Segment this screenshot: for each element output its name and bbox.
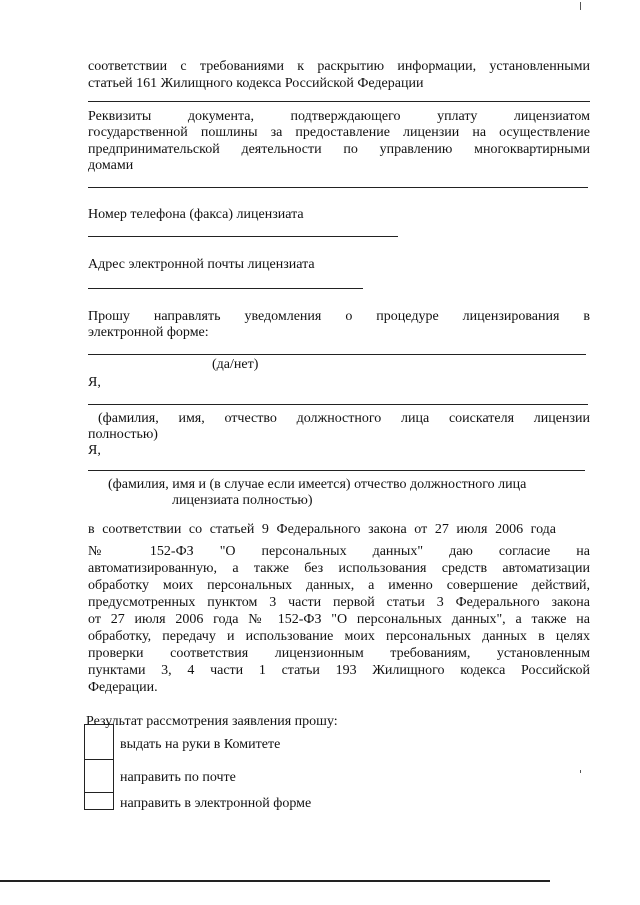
intro-fill-line <box>88 101 590 102</box>
person1-fill-line[interactable] <box>88 404 588 405</box>
option-handover-label: выдать на руки в Комитете <box>120 737 281 752</box>
consent-line-9: пунктами 3, 4 части 1 статьи 193 Жилищного кодекса Российской <box>88 663 590 678</box>
email-fill-line[interactable] <box>88 288 363 289</box>
phone-label: Номер телефона (факса) лицензиата <box>88 207 304 222</box>
option-post-label: направить по почте <box>120 770 236 785</box>
intro-line-1: соответствии с требованиями к раскрытию информации, установленными <box>88 59 590 74</box>
consent-line-5: предусмотренных пунктом 3 части первой статьи 3 Федерального закона <box>88 595 590 610</box>
consent-line-4: обработку моих персональных данных, а именно совершение действий, <box>88 578 590 593</box>
consent-line-1: в соответствии со статьей 9 Федерального закона от 27 июля 2006 года <box>88 522 556 537</box>
scan-speck <box>580 2 581 10</box>
person1-caption-line-1: (фамилия, имя, отчество должностного лица соискателя лицензии <box>98 411 590 426</box>
person2-fill-line[interactable] <box>88 470 585 471</box>
notify-fill-line[interactable] <box>88 354 586 355</box>
consent-line-8: проверки соответствия лицензионным требованиям, установленным <box>88 646 590 661</box>
person2-prefix: Я, <box>88 443 101 458</box>
person2-caption-line-1: (фамилия, имя и (в случае если имеется) отчество должностного лица <box>108 477 527 492</box>
requisites-line-1: Реквизиты документа, подтверждающего уплату лицензиатом <box>88 109 590 124</box>
intro-line-2: статьей 161 Жилищного кодекса Российской Федерации <box>88 76 424 91</box>
option-electronic-label: направить в электронной форме <box>120 796 312 811</box>
requisites-line-4: домами <box>88 158 134 173</box>
scan-edge-line <box>0 880 550 882</box>
notify-line-2: электронной форме: <box>88 325 209 340</box>
person2-caption-line-2: лицензиата полностью) <box>172 493 313 508</box>
option-post-checkbox[interactable] <box>84 759 114 793</box>
consent-line-10: Федерации. <box>88 680 158 695</box>
requisites-line-3: предпринимательской деятельности по управлению многоквартирными <box>88 142 590 157</box>
requisites-fill-line[interactable] <box>88 187 588 188</box>
option-handover-checkbox[interactable] <box>84 724 114 760</box>
scan-speck <box>580 770 581 773</box>
consent-line-7: обработку, передачу и использование моих персональных данных в целях <box>88 629 590 644</box>
notify-line-1: Прошу направлять уведомления о процедуре лицензирования в <box>88 309 590 324</box>
requisites-line-2: государственной пошлины за предоставление лицензии на осуществление <box>88 125 590 140</box>
person1-prefix: Я, <box>88 375 101 390</box>
phone-fill-line[interactable] <box>88 236 398 237</box>
consent-line-6: от 27 июля 2006 года № 152-ФЗ "О персональных данных", а также на <box>88 612 590 627</box>
option-electronic-checkbox[interactable] <box>84 792 114 810</box>
email-label: Адрес электронной почты лицензиата <box>88 257 315 272</box>
consent-line-3: автоматизированную, а также без использования средств автоматизации <box>88 561 590 576</box>
notify-hint: (да/нет) <box>212 357 259 372</box>
person1-caption-line-2: полностью) <box>88 427 158 442</box>
consent-line-2: № 152-ФЗ "О персональных данных" даю согласие на <box>88 544 590 559</box>
result-heading: Результат рассмотрения заявления прошу: <box>86 714 338 729</box>
